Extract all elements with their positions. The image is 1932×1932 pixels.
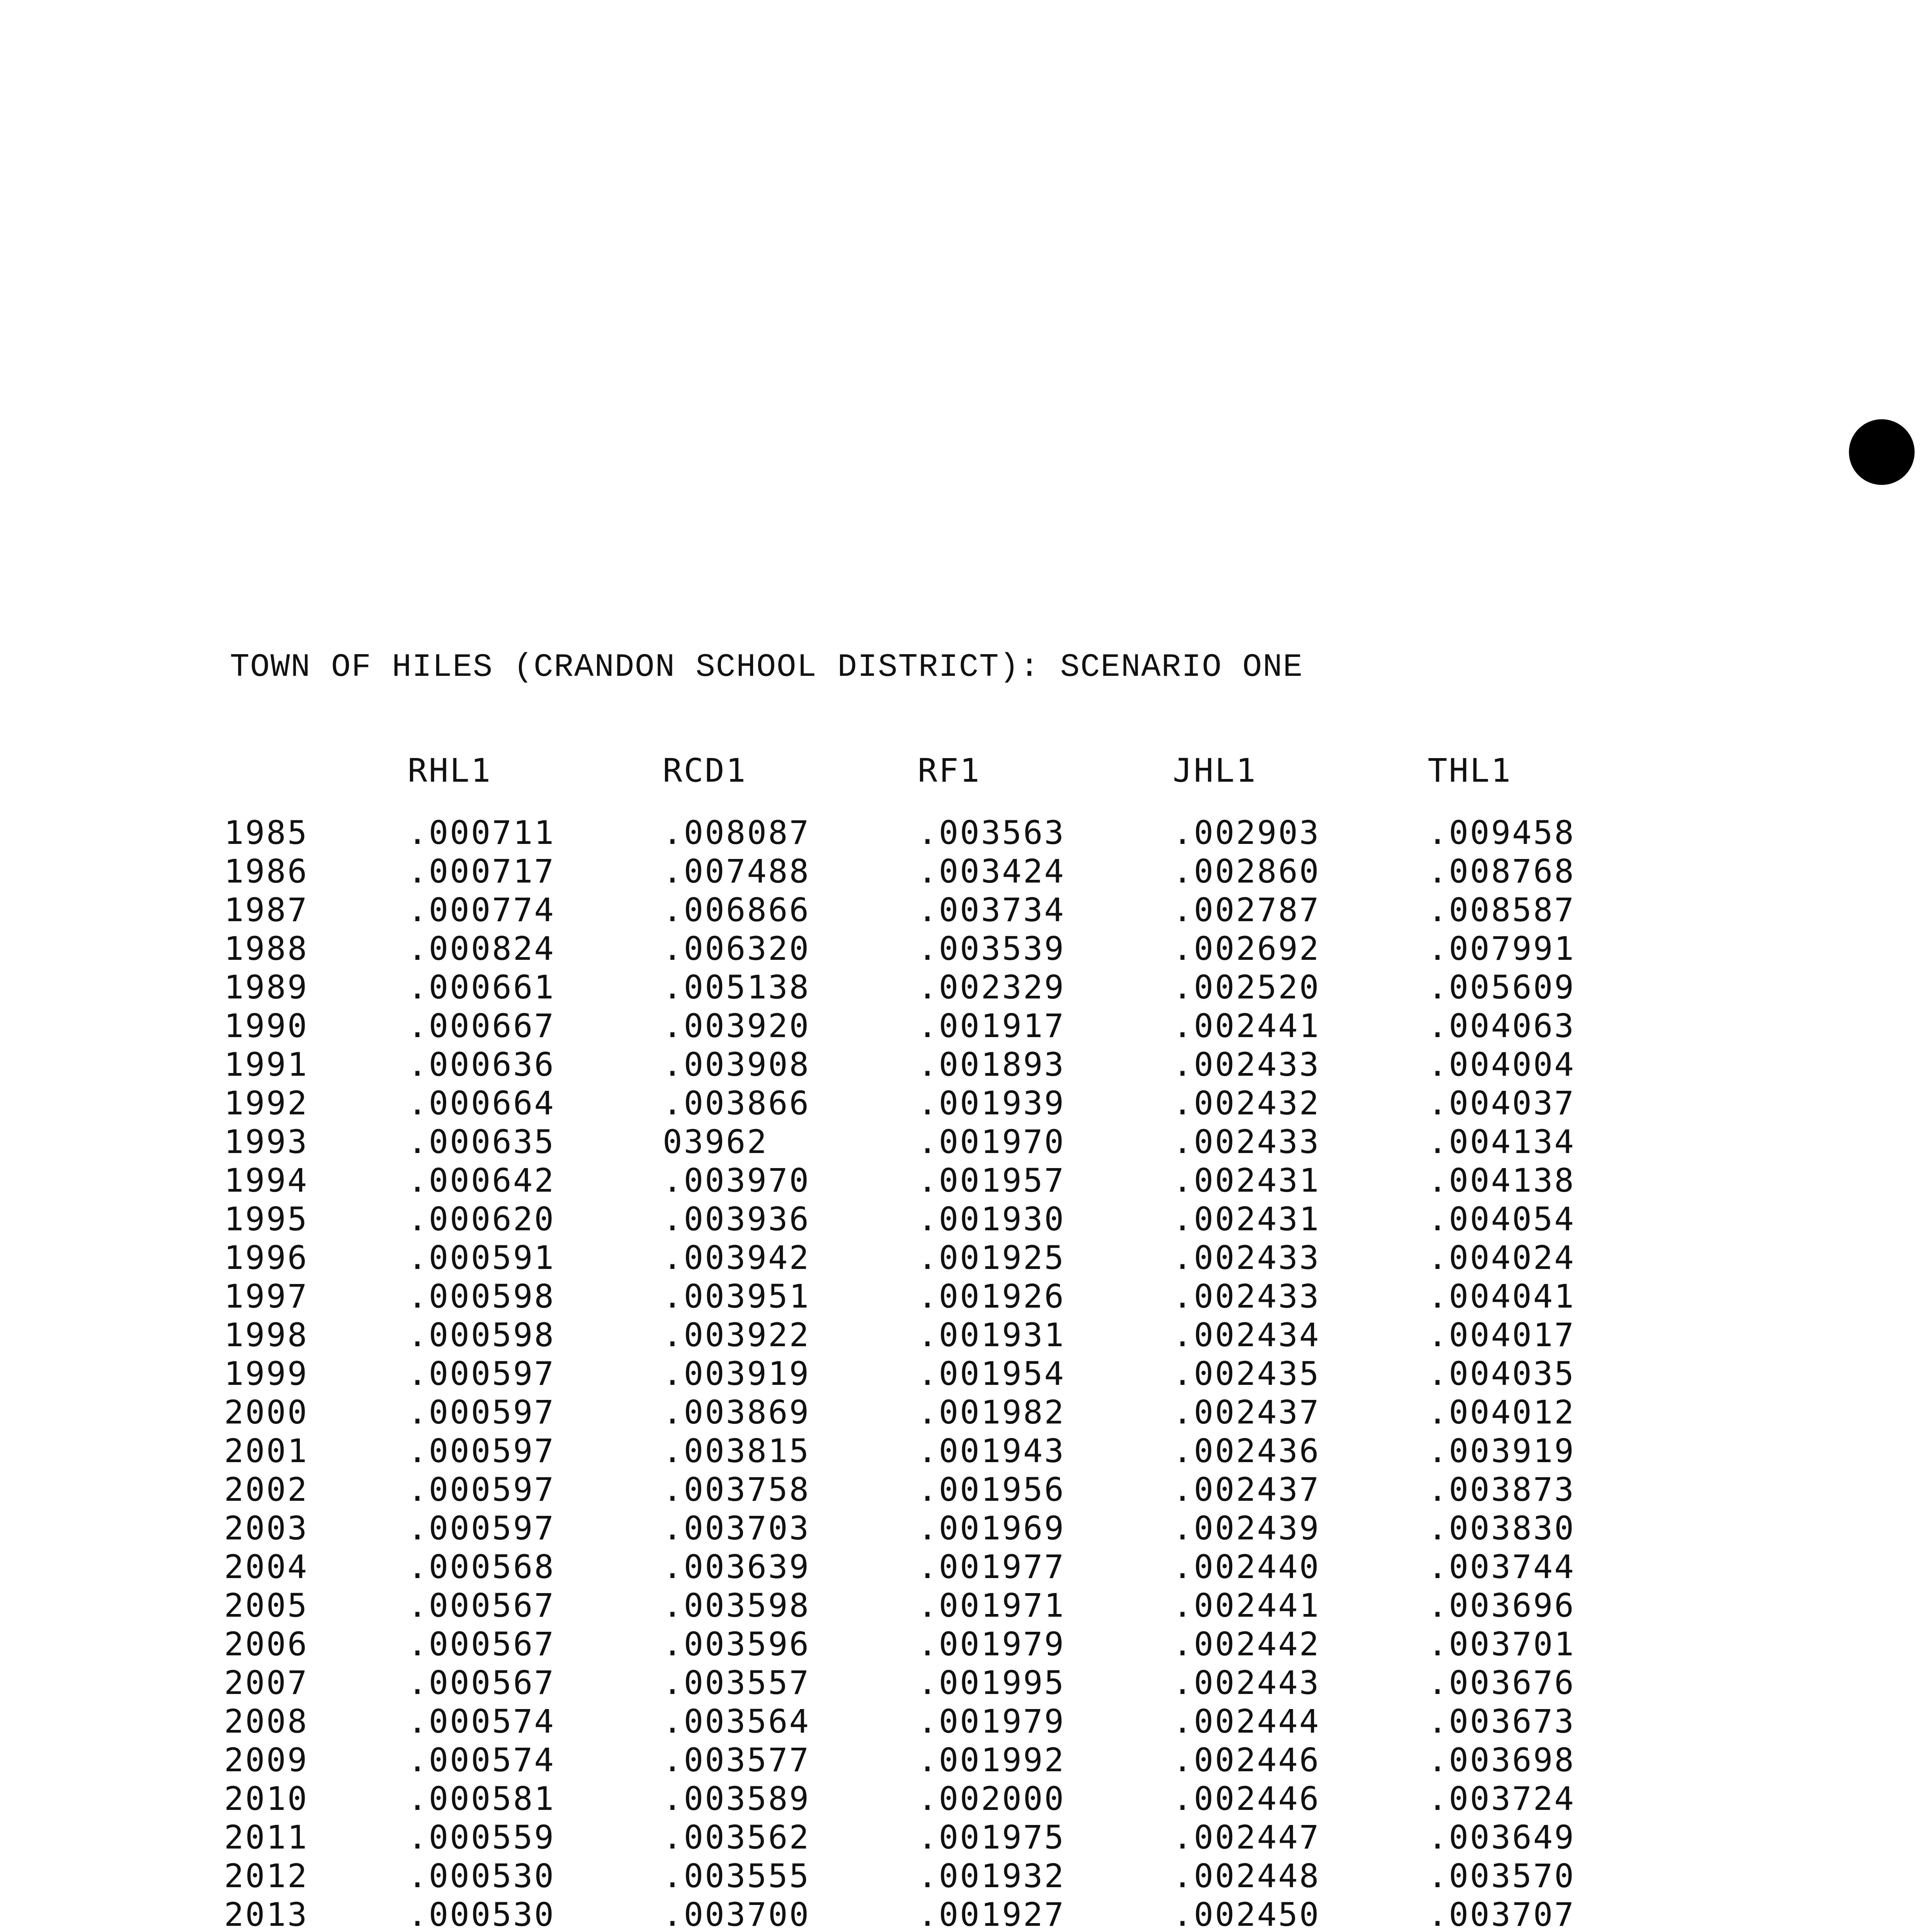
column-header: RF1 — [918, 752, 981, 789]
value-cell: .008087 — [663, 814, 811, 852]
year-cell: 1987 — [224, 891, 309, 929]
year-cell: 2007 — [224, 1664, 309, 1702]
value-cell: .003577 — [663, 1741, 811, 1779]
year-cell: 1996 — [224, 1239, 309, 1277]
year-cell: 2004 — [224, 1548, 309, 1586]
value-cell: .001930 — [918, 1200, 1066, 1238]
value-cell: .003563 — [918, 814, 1066, 852]
value-cell: .002437 — [1173, 1393, 1321, 1431]
value-cell: .003564 — [663, 1702, 811, 1740]
binder-hole-top — [1849, 419, 1915, 485]
value-cell: .001931 — [918, 1316, 1066, 1354]
value-cell: .000661 — [408, 968, 556, 1006]
year-cell: 1985 — [224, 814, 309, 852]
year-cell: 2000 — [224, 1393, 309, 1431]
year-cell: 2013 — [224, 1896, 309, 1932]
year-cell: 1988 — [224, 930, 309, 968]
table-row — [224, 1432, 1683, 1470]
value-cell: .000574 — [408, 1741, 556, 1779]
value-cell: .003589 — [663, 1780, 811, 1818]
table-row — [224, 1895, 1683, 1932]
value-cell: .000597 — [408, 1471, 556, 1509]
value-cell: .001939 — [918, 1084, 1066, 1122]
table-row — [224, 1084, 1683, 1122]
value-cell: .000635 — [408, 1123, 556, 1161]
value-cell: .003562 — [663, 1818, 811, 1856]
value-cell: .000597 — [408, 1432, 556, 1470]
value-cell: .008587 — [1428, 891, 1576, 929]
value-cell: .002433 — [1173, 1277, 1321, 1315]
table-header-row — [224, 752, 1683, 802]
value-cell: .004024 — [1428, 1239, 1576, 1277]
value-cell: .003698 — [1428, 1741, 1576, 1779]
table-row — [224, 1586, 1683, 1625]
year-cell: 2008 — [224, 1702, 309, 1740]
value-cell: .004012 — [1428, 1393, 1576, 1431]
value-cell: .003707 — [1428, 1896, 1576, 1932]
value-cell: .002432 — [1173, 1084, 1321, 1122]
value-cell: .001943 — [918, 1432, 1066, 1470]
value-cell: .006320 — [663, 930, 811, 968]
value-cell: .005609 — [1428, 968, 1576, 1006]
value-cell: .006866 — [663, 891, 811, 929]
table-row — [224, 1548, 1683, 1586]
table-row — [224, 802, 1683, 852]
value-cell: .002447 — [1173, 1818, 1321, 1856]
table-row — [224, 1277, 1683, 1316]
value-cell: .001957 — [918, 1162, 1066, 1199]
table-row — [224, 1354, 1683, 1393]
value-cell: .002903 — [1173, 814, 1321, 852]
value-cell: .009458 — [1428, 814, 1576, 852]
table-row — [224, 1007, 1683, 1045]
value-cell: .000559 — [408, 1818, 556, 1856]
value-cell: .003869 — [663, 1393, 811, 1431]
value-cell: .002433 — [1173, 1239, 1321, 1277]
value-cell: .008768 — [1428, 852, 1576, 890]
column-header: RHL1 — [408, 752, 492, 789]
value-cell: .003555 — [663, 1857, 811, 1895]
value-cell: .001917 — [918, 1007, 1066, 1045]
page-title: TOWN OF HILES (CRANDON SCHOOL DISTRICT): SCENARIO ONE — [230, 649, 1303, 686]
value-cell: .001932 — [918, 1857, 1066, 1895]
table-row — [224, 1045, 1683, 1084]
value-cell: .000667 — [408, 1007, 556, 1045]
value-cell: .002446 — [1173, 1780, 1321, 1818]
value-cell: .002692 — [1173, 930, 1321, 968]
value-cell: .007488 — [663, 852, 811, 890]
value-cell: .003598 — [663, 1587, 811, 1624]
value-cell: .003919 — [1428, 1432, 1576, 1470]
year-cell: 2002 — [224, 1471, 309, 1509]
value-cell: .004138 — [1428, 1162, 1576, 1199]
year-cell: 2011 — [224, 1818, 309, 1856]
year-cell: 1999 — [224, 1355, 309, 1393]
value-cell: .001971 — [918, 1587, 1066, 1624]
value-cell: .003908 — [663, 1046, 811, 1083]
value-cell: .002434 — [1173, 1316, 1321, 1354]
value-cell: .002443 — [1173, 1664, 1321, 1702]
value-cell: .003920 — [663, 1007, 811, 1045]
table-row — [224, 1161, 1683, 1200]
value-cell: .002441 — [1173, 1587, 1321, 1624]
table-row — [224, 1702, 1683, 1741]
table-row — [224, 929, 1683, 968]
value-cell: .002450 — [1173, 1896, 1321, 1932]
value-cell: .003676 — [1428, 1664, 1576, 1702]
value-cell: .004041 — [1428, 1277, 1576, 1315]
value-cell: .001979 — [918, 1625, 1066, 1663]
value-cell: .000664 — [408, 1084, 556, 1122]
column-header: JHL1 — [1173, 752, 1257, 789]
value-cell: .002433 — [1173, 1046, 1321, 1083]
year-cell: 1991 — [224, 1046, 309, 1083]
year-cell: 1992 — [224, 1084, 309, 1122]
value-cell: .003919 — [663, 1355, 811, 1393]
value-cell: .003951 — [663, 1277, 811, 1315]
value-cell: .000620 — [408, 1200, 556, 1238]
value-cell: .004004 — [1428, 1046, 1576, 1083]
year-cell: 2001 — [224, 1432, 309, 1470]
year-cell: 1986 — [224, 852, 309, 890]
value-cell: .000597 — [408, 1355, 556, 1393]
year-cell: 2006 — [224, 1625, 309, 1663]
table-row — [224, 1857, 1683, 1895]
value-cell: .000711 — [408, 814, 556, 852]
value-cell: .000597 — [408, 1393, 556, 1431]
value-cell: .002000 — [918, 1780, 1066, 1818]
value-cell: .004035 — [1428, 1355, 1576, 1393]
value-cell: .003724 — [1428, 1780, 1576, 1818]
value-cell: .003758 — [663, 1471, 811, 1509]
year-column-header — [224, 752, 408, 802]
value-cell: .001893 — [918, 1046, 1066, 1083]
value-cell: .000581 — [408, 1780, 556, 1818]
value-cell: .001975 — [918, 1818, 1066, 1856]
value-cell: .002787 — [1173, 891, 1321, 929]
value-cell: .002860 — [1173, 852, 1321, 890]
value-cell: .003700 — [663, 1896, 811, 1932]
value-cell: .001977 — [918, 1548, 1066, 1586]
value-cell: .003866 — [663, 1084, 811, 1122]
value-cell: .000774 — [408, 891, 556, 929]
value-cell: .002437 — [1173, 1471, 1321, 1509]
value-cell: .001992 — [918, 1741, 1066, 1779]
value-cell: .003815 — [663, 1432, 811, 1470]
table-row — [224, 1625, 1683, 1663]
value-cell: .000567 — [408, 1625, 556, 1663]
value-cell: .003744 — [1428, 1548, 1576, 1586]
value-cell: .002433 — [1173, 1123, 1321, 1161]
value-cell: .005138 — [663, 968, 811, 1006]
value-cell: .002435 — [1173, 1355, 1321, 1393]
value-cell: .002448 — [1173, 1857, 1321, 1895]
value-cell: .007991 — [1428, 930, 1576, 968]
year-cell: 1989 — [224, 968, 309, 1006]
table-row — [224, 1663, 1683, 1702]
year-cell: 1990 — [224, 1007, 309, 1045]
value-cell: .002431 — [1173, 1162, 1321, 1199]
table-row — [224, 852, 1683, 891]
year-cell: 1994 — [224, 1162, 309, 1199]
table-row — [224, 1470, 1683, 1509]
year-cell: 1997 — [224, 1277, 309, 1315]
value-cell: .000597 — [408, 1509, 556, 1547]
value-cell: .003873 — [1428, 1471, 1576, 1509]
year-cell: 2012 — [224, 1857, 309, 1895]
value-cell: .003922 — [663, 1316, 811, 1354]
value-cell: .002436 — [1173, 1432, 1321, 1470]
table-row — [224, 1509, 1683, 1548]
value-cell: .003936 — [663, 1200, 811, 1238]
value-cell: .000598 — [408, 1277, 556, 1315]
value-cell: .003424 — [918, 852, 1066, 890]
table-row — [224, 968, 1683, 1007]
table-row — [224, 1122, 1683, 1161]
value-cell: .002520 — [1173, 968, 1321, 1006]
value-cell: .000567 — [408, 1587, 556, 1624]
value-cell: .000568 — [408, 1548, 556, 1586]
value-cell: .000530 — [408, 1896, 556, 1932]
value-cell: .001956 — [918, 1471, 1066, 1509]
table-body — [224, 802, 1683, 1932]
value-cell: .001979 — [918, 1702, 1066, 1740]
value-cell: .004037 — [1428, 1084, 1576, 1122]
value-cell: .003734 — [918, 891, 1066, 929]
value-cell: .002329 — [918, 968, 1066, 1006]
value-cell: .003701 — [1428, 1625, 1576, 1663]
value-cell: .003696 — [1428, 1587, 1576, 1624]
year-cell: 2003 — [224, 1509, 309, 1547]
year-cell: 1998 — [224, 1316, 309, 1354]
value-cell: 03962 — [663, 1123, 768, 1161]
value-cell: .001926 — [918, 1277, 1066, 1315]
year-cell: 1995 — [224, 1200, 309, 1238]
value-cell: .000717 — [408, 852, 556, 890]
table-row — [224, 1393, 1683, 1432]
value-cell: .003942 — [663, 1239, 811, 1277]
value-cell: .000530 — [408, 1857, 556, 1895]
table-row — [224, 1779, 1683, 1818]
value-cell: .000598 — [408, 1316, 556, 1354]
value-cell: .000824 — [408, 930, 556, 968]
value-cell: .000567 — [408, 1664, 556, 1702]
column-header: RCD1 — [663, 752, 747, 789]
value-cell: .002446 — [1173, 1741, 1321, 1779]
value-cell: .003673 — [1428, 1702, 1576, 1740]
value-cell: .002444 — [1173, 1702, 1321, 1740]
table-row — [224, 1741, 1683, 1779]
value-cell: .000642 — [408, 1162, 556, 1199]
table-row — [224, 1238, 1683, 1277]
table-row — [224, 1818, 1683, 1857]
year-cell: 2009 — [224, 1741, 309, 1779]
value-cell: .003570 — [1428, 1857, 1576, 1895]
value-cell: .002431 — [1173, 1200, 1321, 1238]
value-cell: .003596 — [663, 1625, 811, 1663]
value-cell: .000574 — [408, 1702, 556, 1740]
value-cell: .004054 — [1428, 1200, 1576, 1238]
year-cell: 2005 — [224, 1587, 309, 1624]
value-cell: .003649 — [1428, 1818, 1576, 1856]
value-cell: .003557 — [663, 1664, 811, 1702]
value-cell: .001927 — [918, 1896, 1066, 1932]
value-cell: .000636 — [408, 1046, 556, 1083]
value-cell: .001970 — [918, 1123, 1066, 1161]
value-cell: .004017 — [1428, 1316, 1576, 1354]
value-cell: .000591 — [408, 1239, 556, 1277]
value-cell: .003970 — [663, 1162, 811, 1199]
table-row — [224, 1316, 1683, 1354]
value-cell: .003639 — [663, 1548, 811, 1586]
value-cell: .003703 — [663, 1509, 811, 1547]
value-cell: .003539 — [918, 930, 1066, 968]
value-cell: .002442 — [1173, 1625, 1321, 1663]
value-cell: .004063 — [1428, 1007, 1576, 1045]
value-cell: .001925 — [918, 1239, 1066, 1277]
value-cell: .001995 — [918, 1664, 1066, 1702]
column-header: THL1 — [1428, 752, 1512, 789]
year-cell: 1993 — [224, 1123, 309, 1161]
value-cell: .003830 — [1428, 1509, 1576, 1547]
year-cell: 2010 — [224, 1780, 309, 1818]
value-cell: .001954 — [918, 1355, 1066, 1393]
value-cell: .001969 — [918, 1509, 1066, 1547]
value-cell: .002440 — [1173, 1548, 1321, 1586]
data-table — [224, 752, 1683, 1932]
value-cell: .004134 — [1428, 1123, 1576, 1161]
value-cell: .002441 — [1173, 1007, 1321, 1045]
value-cell: .002439 — [1173, 1509, 1321, 1547]
value-cell: .001982 — [918, 1393, 1066, 1431]
table-row — [224, 1200, 1683, 1238]
table-row — [224, 891, 1683, 929]
